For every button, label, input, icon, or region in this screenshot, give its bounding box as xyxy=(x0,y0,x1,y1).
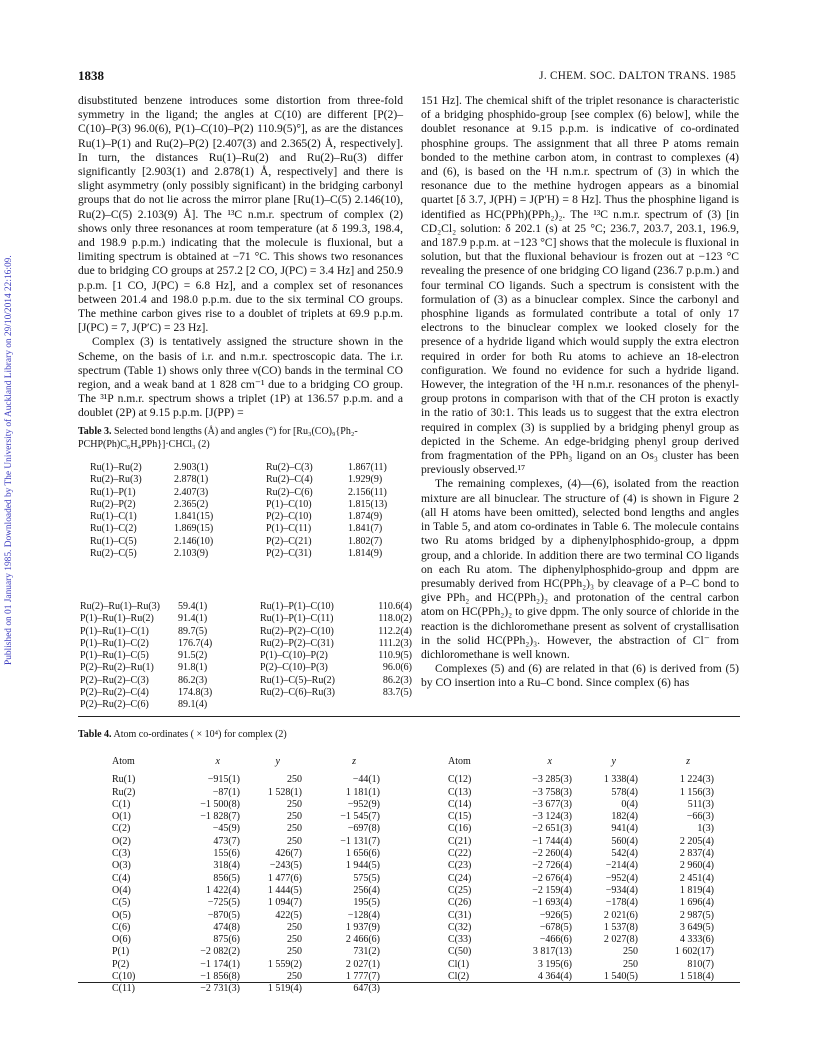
angle-label: Ru(2)–C(6)–Ru(3) xyxy=(260,687,335,699)
atom-label: Ru(2) xyxy=(112,786,136,798)
table4-left xyxy=(112,756,380,996)
angle-value: 86.2(3) xyxy=(382,674,412,686)
table-row xyxy=(448,823,714,835)
coord-z: −66(3) xyxy=(686,811,714,823)
angle-label: Ru(1)–P(1)–C(10) xyxy=(260,601,334,612)
atom-label: C(50) xyxy=(448,946,472,958)
table3-label: Table 3. xyxy=(78,426,112,437)
angle-label: P(1)–Ru(1)–C(1) xyxy=(80,625,149,637)
angle-value: 89.1(4) xyxy=(178,699,208,711)
table-row xyxy=(112,848,380,860)
table-row xyxy=(112,836,380,848)
coord-x: −1 828(7) xyxy=(200,811,240,823)
bond-label: P(2)–C(31) xyxy=(266,548,312,560)
column-header: Atom xyxy=(112,756,135,767)
coord-x: 4 364(4) xyxy=(537,971,572,983)
bond-value: 1.814(9) xyxy=(348,548,383,560)
coord-z: 2 451(4) xyxy=(679,872,714,884)
coord-y: −214(4) xyxy=(605,860,638,872)
atom-label: P(2) xyxy=(112,958,130,970)
table-row xyxy=(448,848,714,860)
table-row xyxy=(90,511,410,523)
angle-value: 110.9(5) xyxy=(378,650,412,662)
coord-z: 810(7) xyxy=(687,958,714,970)
table-row xyxy=(448,873,714,885)
coord-x: 473(7) xyxy=(213,835,240,847)
page-number: 1838 xyxy=(78,68,104,83)
table-bottom-rule xyxy=(78,982,740,983)
bond-value: 1.869(15) xyxy=(174,523,214,535)
atom-label: C(23) xyxy=(448,860,472,872)
angle-value: 118.0(2) xyxy=(378,613,412,625)
coord-z: 1 819(4) xyxy=(679,884,714,896)
running-head: J. CHEM. SOC. DALTON TRANS. 1985 xyxy=(539,70,736,82)
column-header: x xyxy=(215,756,220,767)
atom-label: C(6) xyxy=(112,921,131,933)
atom-label: C(32) xyxy=(448,921,472,933)
table-row xyxy=(112,774,380,786)
table-row xyxy=(448,836,714,848)
coord-z: 1(3) xyxy=(697,823,714,835)
coord-y: 1 540(5) xyxy=(603,971,638,983)
bond-label: P(1)–C(11) xyxy=(266,523,312,535)
atom-label: C(21) xyxy=(448,835,472,847)
coord-y: 250 xyxy=(623,958,638,970)
coord-x: −2 082(2) xyxy=(200,946,240,958)
atom-label: Cl(2) xyxy=(448,971,470,983)
angle-label xyxy=(260,699,368,711)
table-row xyxy=(112,823,380,835)
paragraph: 151 Hz]. The chemical shift of the triplet resonance is characteristic of a bridging phosphido-group [see complex (6) below], while the doublet resonance at 9.15 p.p.m. is indicative of co-ordinated phosphine groups. The assignment that all three P atoms remain bonded to the methine carbon atom, in contrast to complexes (4) and (6), is based on the ¹H n.m.r. spectrum of (3) in which the resonance due to the methine hydrogen appears as a binomial quartet [δ 3.7, J(PH) = J(P′H) = 8 Hz]. Thus the phosphine ligand is identified as HC(PPh)(PPh₂)₂. The ¹³C n.m.r. spectrum of (3) [in CD₂Cl₂ solution: δ 202.1 (s) at 25 °C; 236.7, 203.7, 203.1, 196.9, and 187.9 p.p.m. at −123 °C] shows that the molecule is fluxional in solution, but that the fluxional behaviour is frozen out at −123 °C revealing the presence of one bridging CO ligand (236.7 p.p.m.) and four terminal CO ligands. Such a spectrum is consistent with the formulation of (3) as a binuclear complex. Since the carbonyl and phosphine ligands as formulated contribute a total of only 17 electrons to the binuclear complex we looked closely for the presence of a hydride ligand which would supply the extra electron required in order for both Ru atoms to achieve an 18-electron configuration. We found no evidence for such a hydride ligand. However, the integration of the ¹H n.m.r. resonances of the phenyl-group protons in comparison with that of the CH proton is exactly in the ratio of 30:1. This leads us to suggest that the extra electron required in complex (3) is supplied by a bridging phenyl group as depicted in the Scheme. An edge-bridging phenyl group derived from fragmentation of the PPh₃ ligand on an Os₃ cluster has been previously observed.¹⁷ xyxy=(421,94,739,477)
coord-y: 250 xyxy=(287,921,302,933)
bond-label: Ru(2)–P(2) xyxy=(90,498,136,510)
coord-x: −466(6) xyxy=(539,934,572,946)
table4-caption-text: Atom co-ordinates ( × 10⁴) for complex (2) xyxy=(113,729,287,740)
coord-y: 0(4) xyxy=(621,798,638,810)
bond-value: 1.802(7) xyxy=(348,535,383,547)
bond-value: 2.103(9) xyxy=(174,548,209,560)
coord-z: 256(4) xyxy=(353,884,380,896)
coord-y: 1 559(2) xyxy=(267,958,302,970)
atom-label: C(3) xyxy=(112,848,131,860)
angle-value: 83.7(5) xyxy=(382,687,412,699)
paragraph: The remaining complexes, (4)—(6), isolated from the reaction mixture are all binuclear. The structure of (4) is shown in Figure 2 (all H atoms have been omitted), selected bond lengths and angles in Table 5, and atom co-ordinates in Table 6. The molecule contains two Ru atoms bridged by a diphenylphosphido-group, a dppm group, and a chloride. In addition there are two terminal CO ligands on each Ru atom. The diphenylphosphido-group and dppm are presumably derived from HC(PPh₂)₃ by cleavage of a P–C bond to give PPh₂ and HC(PPh₂)₂ and protonation of the central carbon atom on HC(PPh₂)₂ to give dppm. The only source of chloride in the reaction is the dichloromethane present as solvent of crystallisation in the solid HC(PPh₂)₃. However, the abstraction of Cl⁻ from dichloromethane is well known. xyxy=(421,477,739,661)
paragraph: disubstituted benzene introduces some distortion from three-fold symmetry in the ligand; the angles at C(10) are different [P(2)–C(10)–P(3) 96.0(6), P(1)–C(10)–P(2) 110.9(5)°], as are the distances Ru(1)–P(1) and Ru(2)–P(2) [2.407(3) and 2.365(2) Å, respectively]. In turn, the distances Ru(1)–Ru(2) and Ru(2)–Ru(3) differ significantly [2.903(1) and 2.878(1) Å, respectively] and there is slight asymmetry (only possibly significant) in the bridging carbonyl groups that do not lie across the mirror plane [Ru(1)–C(5) 2.146(10), Ru(2)–C(5) 2.103(9) Å]. The ¹³C n.m.r. spectrum of complex (2) shows only three resonances at room temperature (at δ 199.3, 198.4, and 198.9 p.p.m.) indicating that the molecule is fluxional, but a limiting spectrum is obtained at −71 °C. This shows two resonances due to bridging CO groups at 257.2 [2 CO, J(PC) = 3.4 Hz] and 250.9 p.p.m. [1 CO, J(PC) = 6.8 Hz], and a complex set of resonances between 201.4 and 198.0 p.p.m. due to the six terminal CO groups. The methine carbon gives rise to a doublet of triplets at 69.9 p.p.m. [J(PC) = 7, J(P′C) = 23 Hz]. xyxy=(78,94,403,335)
atom-label: C(24) xyxy=(448,872,472,884)
atom-label: C(13) xyxy=(448,786,472,798)
coord-z: 1 944(5) xyxy=(345,860,380,872)
atom-label: O(1) xyxy=(112,811,131,823)
coord-z: 575(5) xyxy=(353,872,380,884)
coord-z: 1 656(6) xyxy=(345,848,380,860)
coord-z: 1 696(4) xyxy=(679,897,714,909)
angle-label: Ru(1)–P(1)–C(11) xyxy=(260,613,334,625)
column-header: Atom xyxy=(448,756,471,767)
coord-x: −1 174(1) xyxy=(200,958,240,970)
coord-y: −934(4) xyxy=(605,884,638,896)
coord-y: 1 444(5) xyxy=(267,884,302,896)
coord-x: −2 260(4) xyxy=(532,848,572,860)
angle-value: 111.2(3) xyxy=(378,637,412,649)
table-row xyxy=(448,946,714,958)
coord-x: −2 651(3) xyxy=(532,823,572,835)
coord-z: 1 777(7) xyxy=(345,971,380,983)
angle-label: P(2)–Ru(2)–C(6) xyxy=(80,699,149,711)
table-row xyxy=(112,799,380,811)
coord-x: 318(4) xyxy=(213,860,240,872)
bond-value: 1.841(15) xyxy=(174,511,214,523)
coord-z: −1 545(7) xyxy=(340,811,380,823)
table-row xyxy=(448,799,714,811)
coord-y: 1 094(7) xyxy=(267,897,302,909)
bond-value: 1.841(7) xyxy=(348,523,383,535)
coord-z: 1 518(4) xyxy=(679,971,714,983)
download-watermark: Published on 01 January 1985. Downloaded by The University of Auckland Library on 29/10/2014 22:16:09. xyxy=(4,255,14,665)
atom-label: O(5) xyxy=(112,909,131,921)
atom-label: C(11) xyxy=(112,983,135,995)
bond-value: 2.407(3) xyxy=(174,486,209,498)
table-row xyxy=(112,860,380,872)
table-row xyxy=(80,601,412,613)
coord-x: −87(1) xyxy=(212,786,240,798)
column-header: y xyxy=(611,756,616,767)
coord-y: 1 338(4) xyxy=(603,774,638,786)
coord-y: 250 xyxy=(287,835,302,847)
coord-z: 647(3) xyxy=(353,983,380,995)
table-row xyxy=(90,499,410,511)
angle-label: Ru(2)–P(2)–C(31) xyxy=(260,637,334,649)
coord-y: 1 537(8) xyxy=(603,921,638,933)
table-row xyxy=(112,983,380,995)
coord-z: 2 466(6) xyxy=(345,934,380,946)
coord-y: −178(4) xyxy=(605,897,638,909)
coord-y: 250 xyxy=(287,811,302,823)
table-row xyxy=(80,675,412,687)
table-row xyxy=(112,959,380,971)
coord-z: −697(8) xyxy=(347,823,380,835)
column-header: z xyxy=(352,756,356,767)
table-row xyxy=(80,626,412,638)
coord-z: 511(3) xyxy=(687,798,714,810)
coord-z: 1 181(1) xyxy=(345,786,380,798)
table-row xyxy=(448,922,714,934)
coord-z: −952(9) xyxy=(347,798,380,810)
column-header: y xyxy=(275,756,280,767)
angle-value: 110.6(4) xyxy=(378,601,412,612)
coord-z: 4 333(6) xyxy=(679,934,714,946)
coord-x: −2 731(3) xyxy=(200,983,240,995)
coord-x: −45(9) xyxy=(212,823,240,835)
table-row xyxy=(90,462,410,474)
angle-value: 91.8(1) xyxy=(178,662,208,674)
coord-y: 250 xyxy=(287,823,302,835)
table-row xyxy=(90,536,410,548)
coord-x: 155(6) xyxy=(213,848,240,860)
column-header: z xyxy=(686,756,690,767)
coord-z: 2 987(5) xyxy=(679,909,714,921)
table-divider xyxy=(78,716,740,717)
coord-x: −3 124(3) xyxy=(532,811,572,823)
table-row xyxy=(112,873,380,885)
atom-label: C(1) xyxy=(112,798,131,810)
angle-label: P(2)–Ru(2)–C(4) xyxy=(80,687,149,699)
left-column-text xyxy=(78,94,403,421)
coord-y: 250 xyxy=(287,934,302,946)
coord-y: −952(4) xyxy=(605,872,638,884)
bond-label: Ru(1)–C(5) xyxy=(90,535,137,547)
angle-value: 91.5(2) xyxy=(178,650,208,662)
table3-caption-text: Selected bond lengths (Å) and angles (°) for [Ru₃(CO)₉{Ph₂-PCHP(Ph)C₆H₄PPh}]·CHCl₃ (2) xyxy=(78,426,358,450)
coord-y: 250 xyxy=(623,946,638,958)
atom-label: Cl(1) xyxy=(448,958,470,970)
coord-z: 2 960(4) xyxy=(679,860,714,872)
angle-value: 89.7(5) xyxy=(178,625,208,637)
coord-x: −2 676(4) xyxy=(532,872,572,884)
table3-caption xyxy=(78,426,403,451)
table-header-row xyxy=(112,756,380,768)
table-row xyxy=(112,811,380,823)
atom-label: C(25) xyxy=(448,884,472,896)
atom-label: O(2) xyxy=(112,835,131,847)
table-row xyxy=(448,811,714,823)
coord-z: 3 649(5) xyxy=(679,921,714,933)
bond-value: 1.867(11) xyxy=(348,462,387,473)
coord-z: −1 131(7) xyxy=(340,835,380,847)
coord-x: −1 500(8) xyxy=(200,798,240,810)
atom-label: P(1) xyxy=(112,946,130,958)
angle-label: Ru(2)–Ru(1)–Ru(3) xyxy=(80,601,160,612)
coord-x: 474(8) xyxy=(213,921,240,933)
atom-label: Ru(1) xyxy=(112,774,136,786)
coord-x: 875(6) xyxy=(213,934,240,946)
angle-value: 59.4(1) xyxy=(178,601,208,612)
coord-y: 250 xyxy=(287,946,302,958)
table-row xyxy=(80,662,412,674)
table-row xyxy=(80,638,412,650)
coord-y: 2 021(6) xyxy=(603,909,638,921)
bond-label: Ru(2)–C(5) xyxy=(90,548,137,560)
atom-label: C(31) xyxy=(448,909,472,921)
table-row xyxy=(80,687,412,699)
coord-x: −3 677(3) xyxy=(532,798,572,810)
table-row xyxy=(448,774,714,786)
atom-label: C(14) xyxy=(448,798,472,810)
table-row xyxy=(448,787,714,799)
paragraph: Complexes (5) and (6) are related in that (6) is derived from (5) by CO insertion into a Ru–C bond. Since complex (6) has xyxy=(421,662,739,690)
coord-y: 1 528(1) xyxy=(267,786,302,798)
atom-label: O(3) xyxy=(112,860,131,872)
atom-label: C(4) xyxy=(112,872,131,884)
coord-y: 542(4) xyxy=(611,848,638,860)
coord-x: −2 726(4) xyxy=(532,860,572,872)
coord-z: 731(2) xyxy=(353,946,380,958)
bond-value: 2.146(10) xyxy=(174,535,214,547)
angle-label: P(2)–Ru(2)–Ru(1) xyxy=(80,662,154,674)
angle-value: 86.2(3) xyxy=(178,674,208,686)
angle-label: P(2)–Ru(2)–C(3) xyxy=(80,674,149,686)
angle-value: 96.0(6) xyxy=(382,662,412,674)
atom-label: C(15) xyxy=(448,811,472,823)
table4-right xyxy=(448,756,714,983)
table4-label: Table 4. xyxy=(78,729,112,740)
coord-x: 3 195(6) xyxy=(537,958,572,970)
atom-label: C(5) xyxy=(112,897,131,909)
bond-value: 1.815(13) xyxy=(348,498,388,510)
angle-value xyxy=(368,699,412,711)
coord-y: 578(4) xyxy=(611,786,638,798)
coord-x: −1 744(4) xyxy=(532,835,572,847)
table-row xyxy=(80,613,412,625)
bond-value: 2.365(2) xyxy=(174,498,209,510)
bond-label: P(2)–C(21) xyxy=(266,535,312,547)
coord-y: 1 519(4) xyxy=(267,983,302,995)
bond-value: 1.874(9) xyxy=(348,511,383,523)
coord-x: −678(5) xyxy=(539,921,572,933)
column-header: x xyxy=(547,756,552,767)
table-row xyxy=(448,897,714,909)
angle-label: P(1)–C(10)–P(2) xyxy=(260,650,328,662)
table-row xyxy=(90,474,410,486)
coord-z: 2 027(1) xyxy=(345,958,380,970)
table-row xyxy=(112,934,380,946)
coord-x: −3 758(3) xyxy=(532,786,572,798)
bond-label: Ru(1)–Ru(2) xyxy=(90,462,142,473)
angle-value: 91.4(1) xyxy=(178,613,208,625)
table-row xyxy=(112,897,380,909)
atom-label: C(33) xyxy=(448,934,472,946)
coord-x: −1 693(4) xyxy=(532,897,572,909)
table-row xyxy=(112,922,380,934)
bond-value: 2.878(1) xyxy=(174,474,209,486)
angle-value: 176.7(4) xyxy=(178,637,213,649)
coord-y: 250 xyxy=(287,774,302,786)
bond-label: P(2)–C(10) xyxy=(266,511,312,523)
table-row xyxy=(448,959,714,971)
atom-label: C(22) xyxy=(448,848,472,860)
right-column-text xyxy=(421,94,739,691)
angle-label: P(1)–Ru(1)–Ru(2) xyxy=(80,613,154,625)
bond-label: Ru(1)–P(1) xyxy=(90,486,136,498)
table-row xyxy=(448,910,714,922)
coord-y: 426(7) xyxy=(275,848,302,860)
coord-x: 856(5) xyxy=(213,872,240,884)
bond-value: 2.903(1) xyxy=(174,462,209,473)
angle-label: P(1)–Ru(1)–C(2) xyxy=(80,637,149,649)
coord-z: 1 602(17) xyxy=(674,946,714,958)
coord-x: −725(5) xyxy=(207,897,240,909)
coord-x: 1 422(4) xyxy=(205,884,240,896)
angle-label: P(1)–Ru(1)–C(5) xyxy=(80,650,149,662)
table4-caption xyxy=(78,729,287,740)
bond-value: 1.929(9) xyxy=(348,474,383,486)
table-row xyxy=(112,946,380,958)
atom-label: O(4) xyxy=(112,884,131,896)
table-row xyxy=(80,699,412,711)
coord-y: 941(4) xyxy=(611,823,638,835)
coord-y: 560(4) xyxy=(611,835,638,847)
table-row xyxy=(448,885,714,897)
coord-z: 2 837(4) xyxy=(679,848,714,860)
coord-z: 195(5) xyxy=(353,897,380,909)
bond-label: Ru(1)–C(2) xyxy=(90,523,137,535)
coord-z: 1 937(9) xyxy=(345,921,380,933)
coord-z: 2 205(4) xyxy=(679,835,714,847)
table-row xyxy=(448,860,714,872)
angle-label: P(2)–C(10)–P(3) xyxy=(260,662,328,674)
bond-label: Ru(2)–C(6) xyxy=(266,486,313,498)
coord-x: −870(5) xyxy=(207,909,240,921)
coord-z: −128(4) xyxy=(347,909,380,921)
bond-label: Ru(2)–C(3) xyxy=(266,462,313,473)
bond-label: Ru(2)–Ru(3) xyxy=(90,474,142,486)
table-row xyxy=(90,523,410,535)
atom-label: C(26) xyxy=(448,897,472,909)
coord-y: 250 xyxy=(287,971,302,983)
bond-value: 2.156(11) xyxy=(348,486,387,498)
table3-bond-angles xyxy=(80,601,412,712)
bond-label: Ru(2)–C(4) xyxy=(266,474,313,486)
coord-y: −243(5) xyxy=(269,860,302,872)
atom-label: C(16) xyxy=(448,823,472,835)
coord-y: 182(4) xyxy=(611,811,638,823)
coord-y: 250 xyxy=(287,798,302,810)
angle-label: Ru(2)–P(2)–C(10) xyxy=(260,625,334,637)
paragraph: Complex (3) is tentatively assigned the structure shown in the Scheme, on the basis of i.r. and n.m.r. spectroscopic data. The i.r. spectrum (Table 1) shows only three ν(CO) bands in the terminal CO region, and a weak band at 1 828 cm⁻¹ due to a bridging CO group. The ³¹P n.m.r. spectrum shows a triplet (1P) at 136.57 p.p.m. and a doublet (2P) at 9.15 p.p.m. [J(PP) = xyxy=(78,335,403,420)
angle-value: 112.2(4) xyxy=(378,625,412,637)
angle-value: 174.8(3) xyxy=(178,687,213,699)
table-header-row xyxy=(448,756,714,768)
coord-y: 1 477(6) xyxy=(267,872,302,884)
angle-label: Ru(1)–C(5)–Ru(2) xyxy=(260,674,335,686)
coord-z: 1 224(3) xyxy=(679,774,714,786)
coord-x: −3 285(3) xyxy=(532,774,572,786)
atom-label: C(10) xyxy=(112,971,136,983)
coord-x: −1 856(8) xyxy=(200,971,240,983)
table-row xyxy=(112,885,380,897)
coord-z: −44(1) xyxy=(352,774,380,786)
coord-y: 422(5) xyxy=(275,909,302,921)
coord-x: 3 817(13) xyxy=(532,946,572,958)
coord-y: 2 027(8) xyxy=(603,934,638,946)
table-row xyxy=(90,548,410,560)
coord-x: −915(1) xyxy=(207,774,240,786)
table-row xyxy=(80,650,412,662)
coord-x: −926(5) xyxy=(539,909,572,921)
coord-x: −2 159(4) xyxy=(532,884,572,896)
bond-label: Ru(1)–C(1) xyxy=(90,511,137,523)
atom-label: C(12) xyxy=(448,774,472,786)
table-row xyxy=(90,487,410,499)
bond-label: P(1)–C(10) xyxy=(266,498,312,510)
table-row xyxy=(112,787,380,799)
atom-label: C(2) xyxy=(112,823,131,835)
coord-z: 1 156(3) xyxy=(679,786,714,798)
table3-bond-lengths xyxy=(90,462,410,560)
table-row xyxy=(112,910,380,922)
table-row xyxy=(448,934,714,946)
atom-label: O(6) xyxy=(112,934,131,946)
